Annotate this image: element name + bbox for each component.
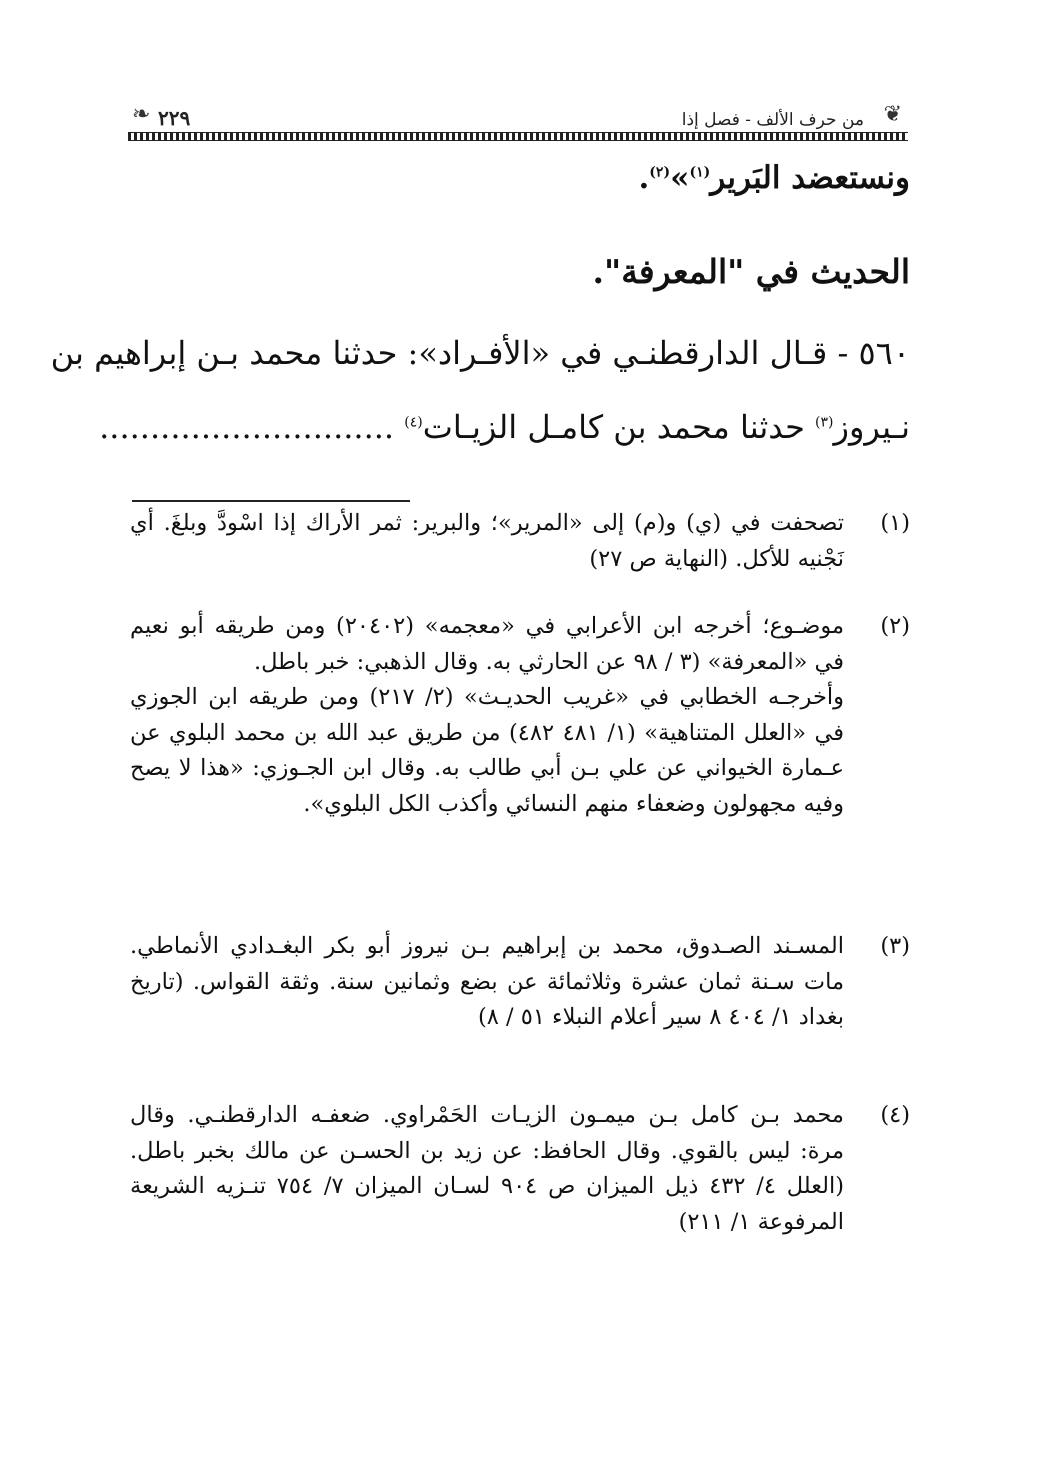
line4-text-b: حدثنا محمد بن كامـل الزيـات	[422, 408, 816, 446]
footnote-ref-3: (٣)	[815, 414, 834, 431]
page-number: ٢٢٩	[158, 106, 191, 130]
header-ornament-right-icon: ❦	[883, 102, 902, 127]
line1-period: .	[638, 160, 650, 196]
line4-text-a: نـيروز	[833, 408, 910, 446]
line1-quote: »	[670, 160, 690, 196]
footnote-2	[130, 609, 910, 822]
footnote-ref-2: (٢)	[649, 164, 671, 181]
main-line-4	[99, 408, 910, 446]
main-line-2: الحديث في "المعرفة".	[592, 252, 910, 291]
footnote-ref-4: (٤)	[404, 414, 423, 431]
footnote-3	[130, 929, 910, 1036]
running-title: من حرف الألف - فصل إذا	[681, 110, 864, 130]
footnote-number: (٢)	[880, 613, 910, 639]
footnote-text: تصحفت في (ي) و(م) إلى «المرير»؛ والبرير: ثمر الأراك إذا اسْودَّ وبلغَ. أي نَجْنيه للأكل. (النهاية ص ٢٧)	[130, 510, 844, 572]
main-line-1	[130, 160, 910, 196]
footnote-text: موضـوع؛ أخرجه ابن الأعرابي في «معجمه» (٢٠٤٠٢) ومن طريقه أبو نعيم في «المعرفة» (٣ / ٩٨ عن الحارثي به. وقال الذهبي: خبر باطل.	[130, 613, 844, 675]
line4-dots: .............................	[99, 408, 405, 446]
footnote-text: وأخرجـه الخطابي في «غريب الحديـث» (٢/ ٢١٧) ومن طريقه ابن الجوزي في «العلل المتناهية» (١/ ٤٨١ ٤٨٢) من طريق عبد الله بن محمد البلوي عن عـمارة الخيواني عن علي بـن أبي طالب به. وقال ابن الجـوزي: «هذا لا يصح وفيه مجهولون وضعفاء منهم النسائي وأكذب الكل البلوي».	[130, 684, 845, 817]
line1-text: ونستعضد البَرير	[710, 160, 910, 196]
main-line-3: ٥٦٠ - قـال الدارقطنـي في «الأفـراد»: حدثنا محمد بـن إبراهيم بن	[50, 334, 910, 372]
footnote-text: محمد بـن كامل بـن ميمـون الزيـات الحَمْراوي. ضعفـه الدارقطنـي. وقال مرة: ليس بالقوي. وقال الحافظ: عن زيد بن الحسـن عن مالك بخبر باطل. (العلل ٤/ ٤٣٢ ذيل الميزان ص ٩٠٤ لسـان الميزان ٧/ ٧٥٤ تنـزيه الشريعة المرفوعة ١/ ٢١١)	[130, 1102, 844, 1235]
header-rule	[128, 132, 908, 141]
footnote-number: (٤)	[880, 1102, 910, 1128]
footnote-1	[130, 506, 910, 577]
header-ornament-left-icon: ❧	[132, 102, 151, 127]
footnote-text: المسـند الصـدوق، محمد بن إبراهيم بـن نيروز أبو بكر البغـدادي الأنماطي. مات سـنة ثمان عشرة وثلاثمائة عن بضع وثمانين سنة. وثقة القواس. (تاريخ بغداد ١/ ٤٠٤ ٨ سير أعلام النبلاء ٥١ / ٨)	[130, 933, 844, 1030]
footnote-number: (١)	[880, 510, 910, 536]
footnote-divider	[132, 500, 410, 502]
footnote-ref-1: (١)	[689, 164, 711, 181]
footnote-4	[130, 1098, 910, 1240]
footnote-number: (٣)	[880, 933, 910, 959]
page-header	[128, 100, 908, 146]
